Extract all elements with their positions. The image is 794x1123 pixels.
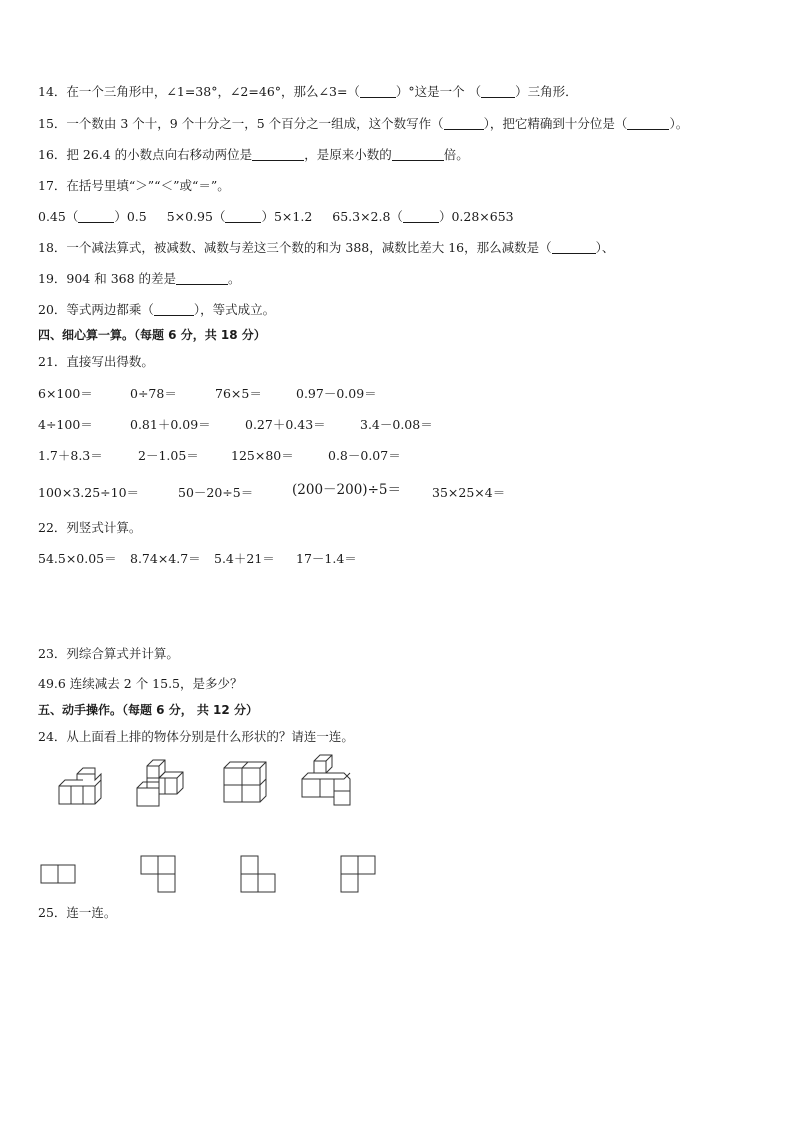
calc-item: 1.7＋8.3＝: [38, 448, 103, 463]
calc-item: 100×3.25÷10＝: [38, 485, 140, 500]
calc-item: 0.27＋0.43＝: [245, 417, 326, 432]
answer-blank[interactable]: [392, 148, 444, 161]
cube-stack-4[interactable]: [300, 753, 354, 809]
answer-blank[interactable]: [481, 85, 515, 98]
calc-item: 0÷78＝: [130, 386, 177, 401]
section-4-heading: 四、细心算一算。（每题 6 分，共 18 分）: [38, 328, 266, 342]
question-15: 15．一个数由 3 个十，9 个十分之一，5 个百分之一组成，这个数写作（ ），把它精确到十分位是（ ）。: [38, 116, 689, 131]
answer-blank[interactable]: [252, 148, 304, 161]
vertical-calc-item: 17－1.4＝: [296, 551, 357, 566]
question-23: 23．列综合算式并计算。: [38, 646, 179, 661]
answer-blank[interactable]: [176, 272, 228, 285]
vertical-calc-item: 54.5×0.05＝: [38, 551, 117, 566]
question-25: 25．连一连。: [38, 905, 117, 920]
answer-blank[interactable]: [403, 210, 439, 223]
top-view-2[interactable]: [140, 855, 176, 893]
calc-item: 2－1.05＝: [138, 448, 199, 463]
top-view-3[interactable]: [240, 855, 276, 893]
question-18: 18．一个减法算式，被减数、减数与差这三个数的和为 388，减数比差大 16，那么减数是（ ）、: [38, 240, 615, 255]
question-17-items: 0.45（ ）0.5 5×0.95（ ）5×1.2 65.3×2.8（ ）0.28×653: [38, 209, 514, 224]
question-23-sub: 49.6 连续减去 2 个 15.5，是多少？: [38, 676, 243, 691]
calc-item: 125×80＝: [231, 448, 294, 463]
question-24: 24．从上面看上排的物体分别是什么形状的？请连一连。: [38, 729, 354, 744]
calc-item: (200－200)÷5＝: [292, 482, 401, 498]
answer-blank[interactable]: [360, 85, 396, 98]
question-14: 14．在一个三角形中，∠1=38°，∠2=46°，那么∠3=（ ）°这是一个 （ ）三角形．: [38, 84, 578, 99]
cube-stack-2[interactable]: [135, 758, 190, 810]
calc-item: 4÷100＝: [38, 417, 93, 432]
calc-item: 3.4－0.08＝: [360, 417, 433, 432]
top-view-1[interactable]: [40, 864, 76, 884]
question-20: 20．等式两边都乘（ ），等式成立。: [38, 302, 276, 317]
calc-item: 50－20÷5＝: [178, 485, 254, 500]
question-22: 22．列竖式计算。: [38, 520, 142, 535]
question-21: 21．直接写出得数。: [38, 354, 154, 369]
top-view-4[interactable]: [340, 855, 376, 893]
calc-item: 76×5＝: [215, 386, 262, 401]
vertical-calc-item: 5.4＋21＝: [214, 551, 275, 566]
answer-blank[interactable]: [78, 210, 114, 223]
calc-item: 6×100＝: [38, 386, 93, 401]
section-5-heading: 五、动手操作。（每题 6 分， 共 12 分）: [38, 703, 258, 717]
answer-blank[interactable]: [154, 303, 194, 316]
vertical-calc-item: 8.74×4.7＝: [130, 551, 201, 566]
answer-blank[interactable]: [627, 117, 669, 130]
calc-item: 0.97－0.09＝: [296, 386, 377, 401]
answer-blank[interactable]: [552, 241, 596, 254]
cube-stack-1[interactable]: [55, 770, 105, 810]
cube-stack-3[interactable]: [220, 760, 270, 806]
question-17: 17．在括号里填“＞”“＜”或“＝”。: [38, 178, 230, 193]
calc-item: 0.8－0.07＝: [328, 448, 401, 463]
question-16: 16．把 26.4 的小数点向右移动两位是 ，是原来小数的 倍。: [38, 147, 469, 162]
answer-blank[interactable]: [444, 117, 484, 130]
answer-blank[interactable]: [225, 210, 261, 223]
calc-item: 35×25×4＝: [432, 485, 506, 500]
calc-item: 0.81＋0.09＝: [130, 417, 211, 432]
question-19: 19．904 和 368 的差是 。: [38, 271, 241, 286]
